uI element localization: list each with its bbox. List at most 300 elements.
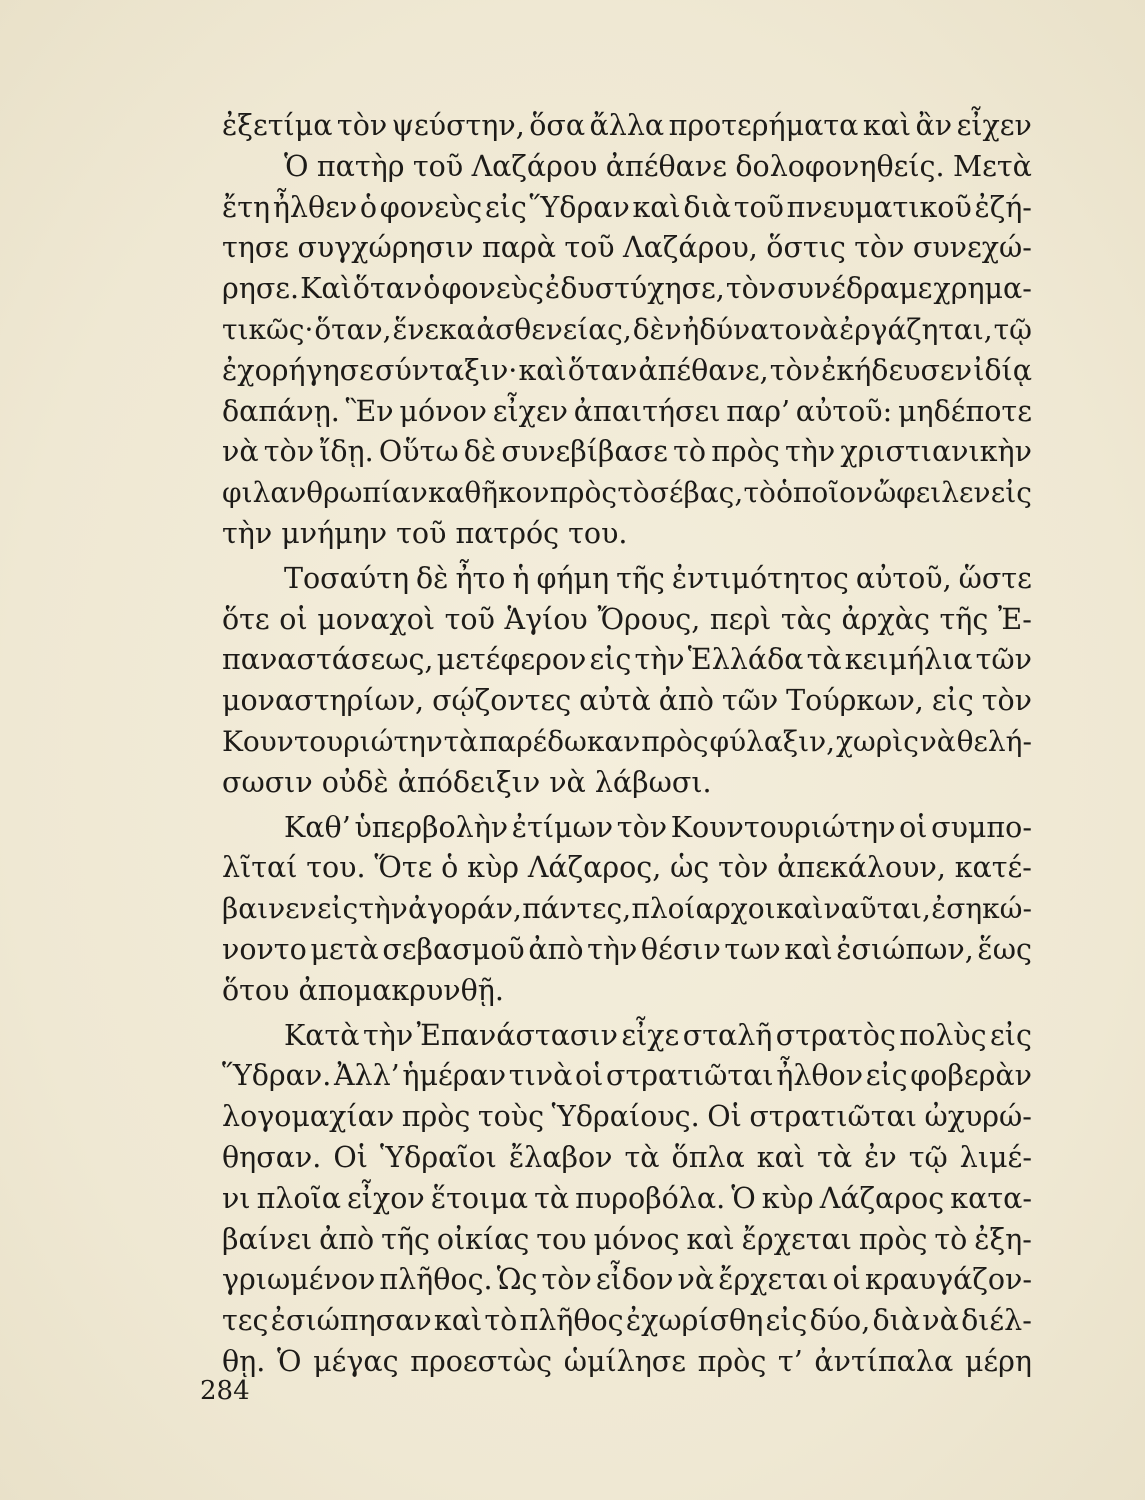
word: Ἓν [345, 394, 394, 428]
word: τὸν [981, 684, 1032, 718]
word: ἀπόδειξιν [397, 765, 550, 799]
word: του. [568, 516, 628, 550]
word: παρ’ [726, 394, 791, 428]
word: τὴν [634, 643, 685, 677]
word: ὅσα [529, 109, 586, 142]
word: ἦτο [455, 561, 506, 595]
word: Ἁγίου [504, 602, 588, 636]
word: τὴν [222, 516, 282, 550]
word: Ἐπανάστασιν [416, 1018, 618, 1052]
word: τες [222, 1304, 269, 1338]
text-line [222, 269, 1032, 310]
word: ἀσθενείας, [476, 312, 632, 346]
word: ὅπλα [671, 1140, 745, 1174]
text-line [222, 188, 1032, 229]
text-line [222, 1056, 1032, 1097]
word: εἰς [316, 892, 359, 926]
word: μηδέποτε [898, 394, 1032, 428]
word: καὶ [518, 353, 567, 387]
word: Ὁ [731, 1181, 756, 1215]
word: του. [306, 851, 366, 885]
word: διέλ- [961, 1304, 1032, 1338]
word: πλοίαρχοι [631, 892, 776, 926]
text-line [222, 106, 1032, 147]
word: κατα- [950, 1181, 1032, 1215]
word: ἐν [864, 1140, 897, 1174]
word: ὅταν [352, 272, 423, 306]
word: τὸ [673, 435, 706, 469]
word: νὰ [222, 435, 259, 469]
word: καὶ [784, 932, 833, 966]
word: παναστάσεως, [222, 643, 434, 677]
word: στρατιῶται [749, 1100, 917, 1134]
word: μοναστηρίων, [222, 684, 425, 718]
word: μοναχοὶ [317, 602, 436, 636]
word: πρὸς [711, 435, 780, 469]
text-line [222, 559, 1032, 600]
word: πρὸς [641, 724, 709, 758]
text-line [222, 971, 1032, 1012]
word: κὺρ [761, 1181, 814, 1215]
word: Κατὰ [284, 1018, 360, 1052]
word: εἶχον [347, 1181, 425, 1215]
word: Οἱ [333, 1140, 368, 1174]
word: Τοσαύτη [284, 561, 410, 595]
word: συγχώρησιν [297, 231, 474, 265]
text-line [222, 228, 1032, 269]
paragraph-1 [222, 106, 1032, 147]
word: ἦλθον [776, 1059, 864, 1093]
body-text [222, 106, 1032, 1383]
word: καὶ [433, 1304, 483, 1338]
word: θησαν. [222, 1140, 322, 1174]
word: Ὕδραν. [222, 1059, 332, 1093]
word: δὲ [463, 435, 497, 469]
text-line [222, 640, 1032, 681]
word: συνεχώ- [912, 231, 1032, 265]
word: ἀπὸ [658, 684, 714, 718]
word: πατρός [455, 516, 569, 550]
text-line [222, 514, 1032, 555]
word: τοῦ [733, 190, 784, 224]
word: περὶ [709, 602, 772, 636]
word: τὸ [934, 1222, 968, 1256]
word: πρὸς [549, 476, 618, 510]
word: ἐντιμότητος [671, 561, 849, 595]
word: κατέ- [954, 851, 1032, 885]
word: τὸν [616, 810, 668, 844]
word: ὁ [359, 190, 378, 224]
word: διὰ [683, 190, 731, 224]
word: οἱ [279, 602, 308, 636]
word: εἰς [765, 1304, 808, 1338]
word: νὰ [549, 765, 595, 799]
text-line [222, 392, 1032, 433]
word: Ὑδραῖοι [379, 1140, 497, 1174]
word: μνήμην [281, 516, 397, 550]
word: ἀπὸ [528, 932, 584, 966]
word: καὶ [686, 1222, 735, 1256]
word: στρατιῶται [606, 1059, 774, 1093]
word: ἔρχεται [718, 1263, 829, 1297]
word: βαινεν [222, 892, 317, 926]
word: Ἑλλάδα [687, 643, 804, 677]
word: τῆς [939, 602, 989, 636]
word: νι [222, 1181, 251, 1215]
word: τὸ [743, 476, 776, 510]
word: νὰ [922, 1304, 959, 1338]
word: ὡς [670, 851, 710, 885]
word: τὴν [587, 932, 638, 966]
word: τὸν [263, 435, 315, 469]
word: λῖταί [222, 851, 298, 885]
word: ὅτε [222, 602, 270, 636]
word: εἶχεν [956, 109, 1032, 142]
word: παρέδωκαν [478, 724, 641, 758]
text-line [222, 1220, 1032, 1261]
word: τοῦ [444, 602, 495, 636]
word: μόνος [593, 1222, 680, 1256]
word: θελή- [956, 724, 1032, 758]
word: ἂν [915, 109, 953, 142]
word: πάντες, [522, 892, 632, 926]
word: λάβωσι. [594, 765, 712, 799]
word: Λάζαρος [819, 1181, 945, 1215]
word: πρὸς [401, 1100, 471, 1134]
word: βαίνει [222, 1222, 313, 1256]
word: φήμη [536, 561, 610, 595]
word: μετὰ [310, 932, 379, 966]
word: καὶ [775, 892, 824, 926]
word: φονεὺς [441, 272, 544, 306]
word: ὡμίλησε [563, 1344, 687, 1378]
word: ἀγοράν, [408, 892, 522, 926]
word: ἡ [512, 561, 530, 595]
text-line [222, 147, 1032, 188]
word: τῶν [721, 684, 779, 718]
word: μέρη [964, 1344, 1032, 1378]
word: νὰ [919, 724, 956, 758]
word: ἀντίπαλα [814, 1344, 954, 1378]
word: Ὄρους, [597, 602, 701, 636]
word: προτερήματα [668, 109, 859, 142]
text-line [222, 432, 1032, 473]
word: τὴν [358, 892, 408, 926]
word: τικῶς· [222, 312, 314, 346]
word: τῷ [993, 312, 1032, 346]
word: Λάζαρος, [527, 851, 662, 885]
text-line [222, 848, 1032, 889]
text-line [222, 1179, 1032, 1220]
word: φιλανθρωπίαν [222, 476, 428, 510]
word: ἐτίμων [511, 810, 614, 844]
word: τὴν [784, 435, 836, 469]
word: τὰς [780, 602, 832, 636]
word: ἔλαβον [508, 1140, 613, 1174]
word: οἱ [899, 810, 928, 844]
word: τοῦ [396, 516, 456, 550]
word: συμπο- [931, 810, 1032, 844]
word: ὤφειλεν [873, 476, 991, 510]
paragraph-2 [222, 147, 1032, 555]
word: σῴζοντες [432, 684, 572, 718]
word: ἐσιώπησαν [270, 1304, 432, 1338]
word: πυροβόλα. [575, 1181, 726, 1215]
word: πνευματικοῦ [786, 190, 972, 224]
word: εἰς [484, 190, 527, 224]
word: δὲ [416, 561, 449, 595]
word: λογομαχίαν [222, 1100, 395, 1134]
word: ὅτου [222, 973, 299, 1007]
word: τοῦ [412, 149, 464, 183]
word: πλῆθος [519, 1304, 624, 1338]
word: πολὺς [899, 1018, 987, 1052]
word: τὸ [617, 476, 650, 510]
word: ἐργάζηται, [839, 312, 993, 346]
word: τῷ [908, 1140, 948, 1174]
text-line [222, 351, 1032, 392]
word: ἕως [977, 932, 1032, 966]
word: ἐζή- [974, 190, 1032, 224]
word: δαπάνῃ. [222, 394, 340, 428]
word: εἶχεν [492, 394, 569, 428]
word: προεστὼς [410, 1344, 553, 1378]
word: ὅταν [567, 353, 638, 387]
word: αὐτοῦ: [795, 394, 893, 428]
text-line [222, 681, 1032, 722]
paragraph-3 [222, 559, 1032, 804]
word: συνέδραμε [777, 272, 933, 306]
text-line [222, 763, 1032, 804]
word: τὰ [534, 1181, 570, 1215]
word: τὰ [443, 724, 479, 758]
word: οὐδὲ [321, 765, 398, 799]
word: Οὕτω [378, 435, 459, 469]
word: Ὡς [496, 1263, 538, 1297]
word: καὶ [862, 109, 912, 142]
text-line [222, 600, 1032, 641]
word: ἴδῃ. [319, 435, 374, 469]
word: νὰ [677, 1263, 715, 1297]
word: ἐξετίμα [222, 109, 333, 142]
word: τῆς [616, 561, 665, 595]
word: ὅταν, [314, 312, 392, 346]
word: θῃ. [222, 1344, 266, 1378]
word: τὰ [624, 1140, 660, 1174]
word: Ὑδραίους. [551, 1100, 700, 1134]
word: ὑπερβολὴν [354, 810, 509, 844]
word: ὁποῖον [776, 476, 874, 510]
word: ἕνεκα [392, 312, 476, 346]
word: πρὸς [697, 1344, 767, 1378]
text-line [222, 889, 1032, 930]
word: ἐσιώπων, [836, 932, 974, 966]
word: τὸν [336, 109, 388, 142]
word: νοντο [222, 932, 307, 966]
text-line [222, 310, 1032, 351]
word: χωρὶς [835, 724, 919, 758]
word: Λαζάρου [471, 149, 598, 183]
word: ψεύστην, [391, 109, 525, 142]
word: Κουντουριώτην [670, 810, 896, 844]
word: ρησε. [222, 272, 300, 306]
word: Ὁ [284, 149, 309, 183]
word: καὶ [632, 190, 681, 224]
word: κραυγάζον- [864, 1263, 1032, 1297]
word: Οἱ [707, 1100, 742, 1134]
word: τὸν [541, 1263, 592, 1297]
word: γριωμένον [222, 1263, 376, 1297]
word: των [724, 932, 781, 966]
word: φονεὺς [379, 190, 483, 224]
word: ἐκήδευσεν [821, 353, 973, 387]
word: νὰ [802, 312, 839, 346]
word: ἰδίᾳ [973, 353, 1032, 387]
word: εἶδον [595, 1263, 674, 1297]
word: ἀπέθανε [605, 149, 727, 183]
word: τὴν [363, 1018, 414, 1052]
word: τὰ [806, 643, 842, 677]
word: εἰς [990, 476, 1032, 510]
word: αὐτὰ [579, 684, 651, 718]
word: σεβασμοῦ [382, 932, 525, 966]
word: πλοῖα [256, 1181, 341, 1215]
text-line [222, 722, 1032, 763]
word: ὅστις [766, 231, 846, 265]
word: σύνταξιν· [374, 353, 518, 387]
word: εἰς [589, 643, 632, 677]
word: τὸν [854, 231, 905, 265]
text-line [222, 1138, 1032, 1179]
word: εἰς [931, 684, 974, 718]
word: τησε [222, 231, 290, 265]
word: συνεβίβασε [501, 435, 668, 469]
word: Ὕδραν [529, 190, 630, 224]
word: μέγας [313, 1344, 399, 1378]
word: ἀπὸ [319, 1222, 375, 1256]
page-number: 284 [200, 1376, 250, 1406]
word: τοὺς [477, 1100, 545, 1134]
word: ἀπομακρυνθῇ. [298, 973, 504, 1007]
word: εἰς [865, 1059, 908, 1093]
word: σέβας, [649, 476, 744, 510]
word: ἄλλα [589, 109, 665, 142]
word: ἀπαιτήσει [573, 394, 721, 428]
text-line [222, 1260, 1032, 1301]
word: ἐξη- [974, 1222, 1032, 1256]
word: εἰς [990, 1018, 1032, 1052]
word: Ἀλλ’ [333, 1059, 400, 1093]
paragraph-4 [222, 808, 1032, 1012]
word: του [536, 1222, 587, 1256]
word: Καὶ [300, 272, 352, 306]
word: χρημα- [933, 272, 1032, 306]
word: οἰκίας [436, 1222, 530, 1256]
text-line [222, 808, 1032, 849]
word: τὸν [725, 272, 777, 306]
word: ἐχορήγησε [222, 353, 374, 387]
word: ὥστε [958, 561, 1032, 595]
word: καὶ [756, 1140, 806, 1174]
word: ναῦται, [823, 892, 931, 926]
word: τῶν [975, 643, 1032, 677]
word: κειμήλια [844, 643, 973, 677]
word: Κουντουριώτην [222, 724, 443, 758]
text-line [222, 930, 1032, 971]
word: τὸν [718, 851, 769, 885]
word: πλῆθος. [379, 1263, 493, 1297]
word: Τούρκων, [786, 684, 924, 718]
word: ἦλθεν [272, 190, 358, 224]
word: τῆς [381, 1222, 430, 1256]
word: αὐτοῦ, [855, 561, 952, 595]
text-line [222, 1301, 1032, 1342]
text-line [222, 473, 1032, 514]
word: σωσιν [222, 765, 322, 799]
word: ἠδύνατο [682, 312, 802, 346]
text-line [222, 1016, 1032, 1057]
word: τὰ [817, 1140, 853, 1174]
word: τινὰ [508, 1059, 573, 1093]
paragraph-5 [222, 1016, 1032, 1383]
word: πατὴρ [316, 149, 405, 183]
word: τὸ [484, 1304, 518, 1338]
text-line [222, 1342, 1032, 1383]
word: μετέφερον [436, 643, 587, 677]
word: ἐσηκώ- [931, 892, 1032, 926]
word: ἡμέραν [402, 1059, 507, 1093]
word: οἱ [574, 1059, 604, 1093]
word: λιμέ- [959, 1140, 1032, 1174]
word: τ’ [777, 1344, 803, 1378]
word: ἐχωρίσθη [625, 1304, 764, 1338]
word: πρὸς [858, 1222, 928, 1256]
word: ἀρχὰς [841, 602, 930, 636]
text-line [222, 1097, 1032, 1138]
word: ἔρχεται [741, 1222, 852, 1256]
word: δὲν [632, 312, 682, 346]
word: ὁ [441, 851, 459, 885]
word: ἀπεκάλουν, [777, 851, 946, 885]
word: δολοφονηθείς. [735, 149, 945, 183]
word: ἀπέθανε, [638, 353, 769, 387]
word: καθῆκον [427, 476, 550, 510]
word: ὠχυρώ- [924, 1100, 1032, 1134]
word: ὁ [423, 272, 441, 306]
word: κὺρ [467, 851, 520, 885]
word: Ὅτε [374, 851, 433, 885]
word: ἔτη [222, 190, 271, 224]
word: σταλῆ [682, 1018, 773, 1052]
word: τοῦ [564, 231, 615, 265]
word: δύο, [809, 1304, 871, 1338]
word: Μετὰ [952, 149, 1032, 183]
word: Ὁ [276, 1344, 302, 1378]
word: χριστιανικὴν [840, 435, 1032, 469]
word: οἱ [832, 1263, 861, 1297]
word: θέσιν [640, 932, 721, 966]
word: ἐδυστύχησε, [544, 272, 725, 306]
word: ἕτοιμα [430, 1181, 528, 1215]
word: τὸν [769, 353, 821, 387]
word: Λαζάρου, [623, 231, 758, 265]
word: παρὰ [481, 231, 556, 265]
word: εἶχε [621, 1018, 680, 1052]
word: φύλαξιν, [709, 724, 836, 758]
word: διὰ [872, 1304, 921, 1338]
word: μόνον [399, 394, 487, 428]
word: Καθ’ [284, 810, 351, 844]
